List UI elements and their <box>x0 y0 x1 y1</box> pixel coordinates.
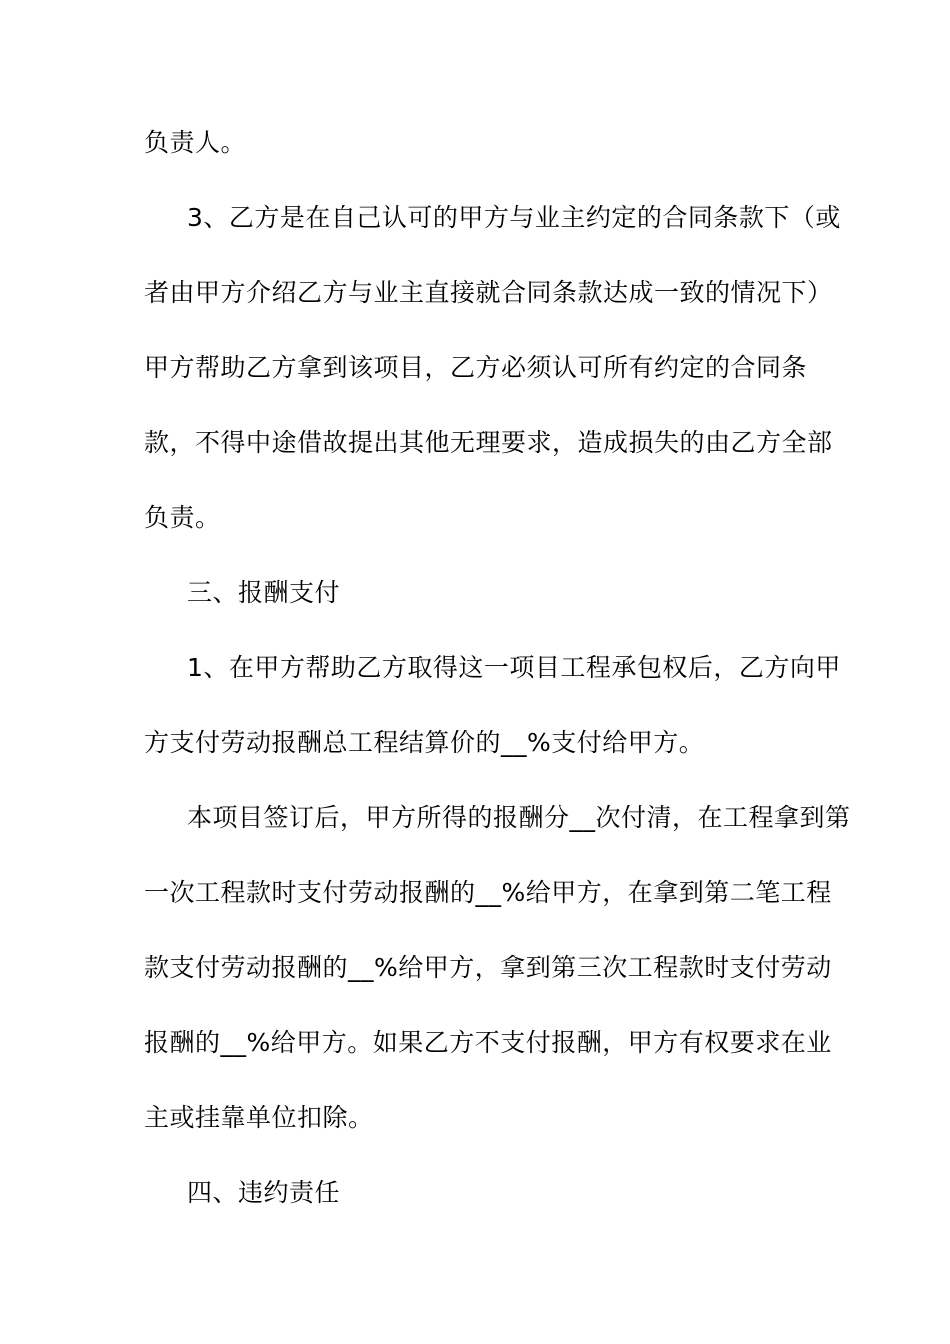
text-line: 款，不得中途借故提出其他无理要求，造成损失的由乙方全部 <box>144 428 833 457</box>
section-heading-payment: 三、报酬支付 <box>187 578 341 607</box>
clause-1-line: 1、在甲方帮助乙方取得这一项目工程承包权后，乙方向甲 <box>187 653 841 682</box>
text-line: 报酬的__%给甲方。如果乙方不支付报酬，甲方有权要求在业 <box>144 1028 832 1057</box>
text-line: 负责。 <box>144 503 221 532</box>
text-line: 负责人。 <box>144 128 247 157</box>
text-line: 一次工程款时支付劳动报酬的__%给甲方，在拿到第二笔工程 <box>144 878 832 907</box>
text-line: 款支付劳动报酬的__%给甲方，拿到第三次工程款时支付劳动 <box>144 953 832 982</box>
text-line: 方支付劳动报酬总工程结算价的__%支付给甲方。 <box>144 728 705 757</box>
text-line: 甲方帮助乙方拿到该项目，乙方必须认可所有约定的合同条 <box>144 353 808 382</box>
text-line: 者由甲方介绍乙方与业主直接就合同条款达成一致的情况下） <box>144 278 833 307</box>
clause-3-line: 3、乙方是在自己认可的甲方与业主约定的合同条款下（或 <box>187 203 841 232</box>
paragraph-start-line: 本项目签订后，甲方所得的报酬分__次付清，在工程拿到第 <box>187 803 851 832</box>
text-line: 主或挂靠单位扣除。 <box>144 1103 374 1132</box>
section-heading-liability: 四、违约责任 <box>187 1178 341 1207</box>
